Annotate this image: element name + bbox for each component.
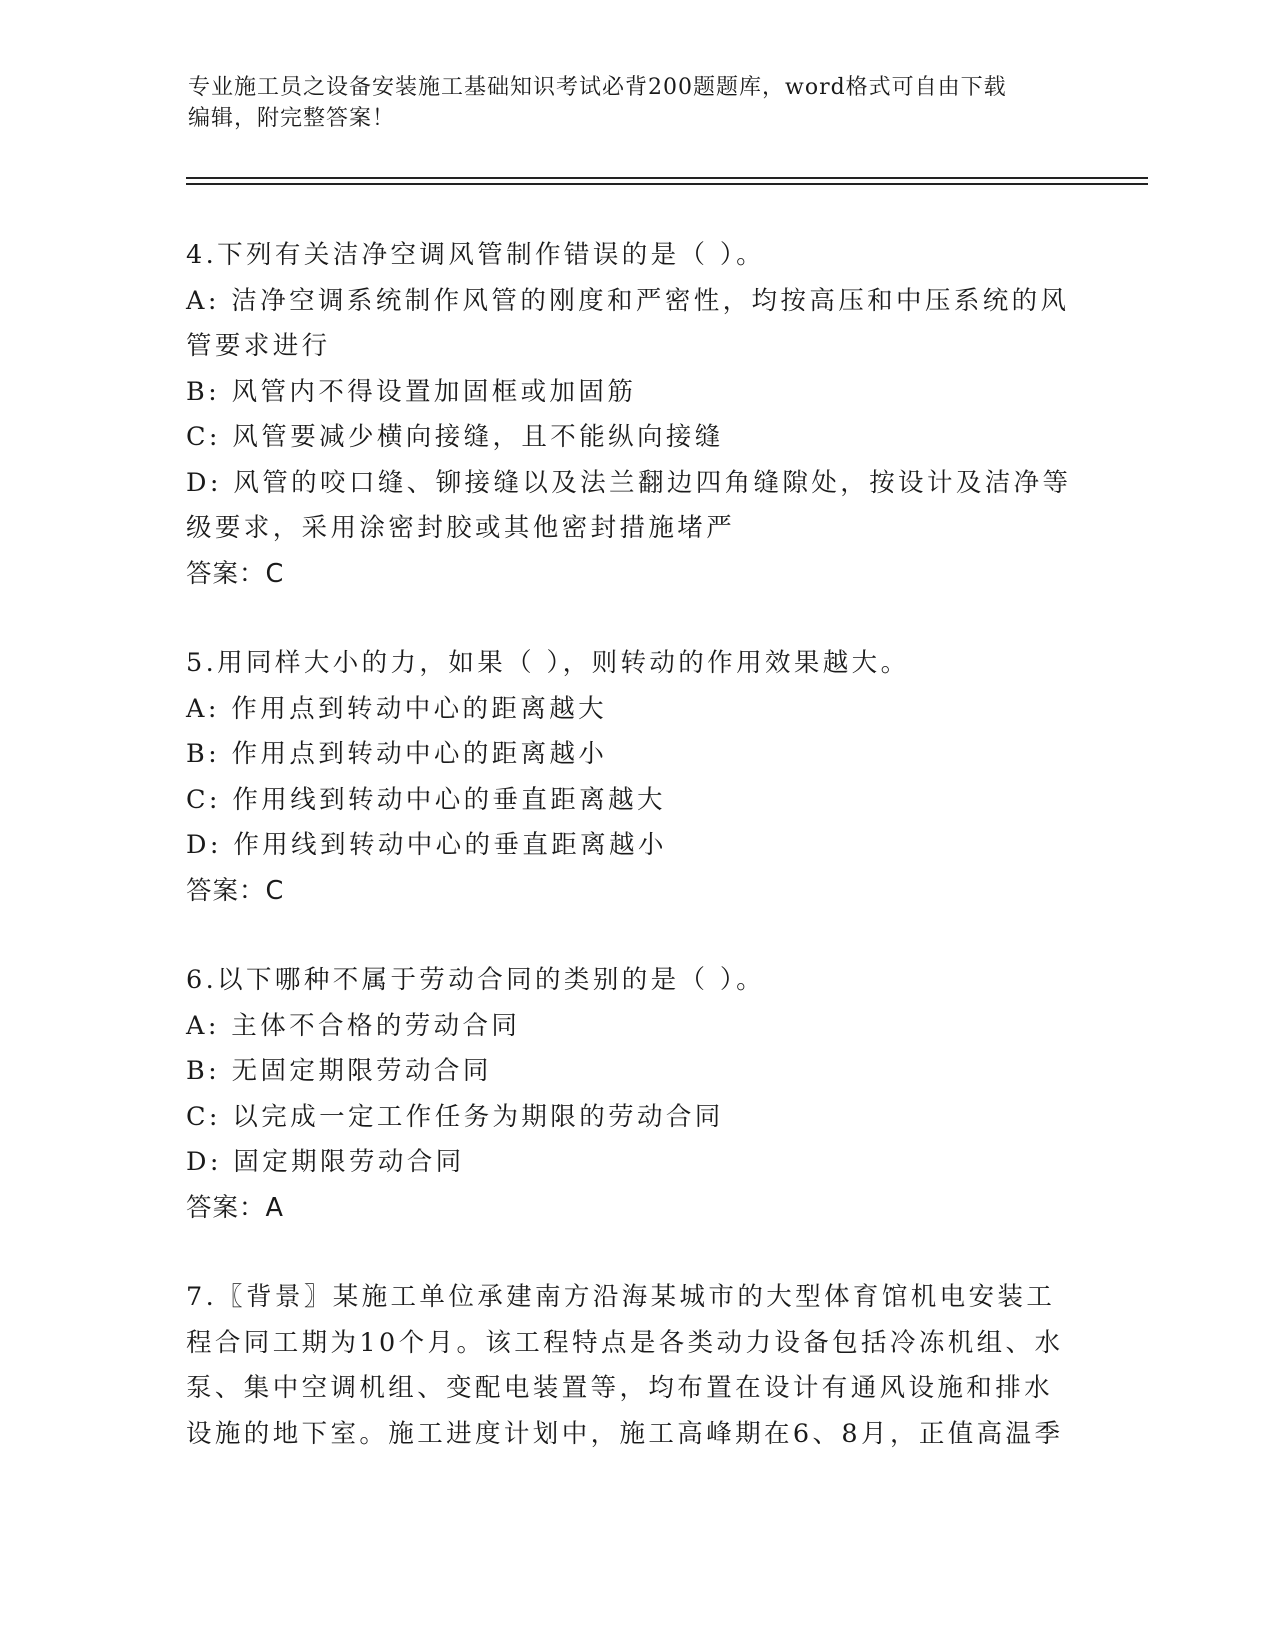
question-spacer (186, 1231, 1086, 1275)
question-stem: 7.〖背景〗某施工单位承建南方沿海某城市的大型体育馆机电安装工 (186, 1282, 1056, 1312)
answer: 答案：C (186, 875, 285, 906)
answer: 答案：C (186, 558, 285, 589)
header-title-line-2: 编辑，附完整答案！ (188, 106, 396, 131)
question-stem-continued: 泵、集中空调机组、变配电装置等，均布置在设计有通风设施和排水 (186, 1373, 1054, 1403)
question-spacer (186, 914, 1086, 958)
question-block-5 (186, 641, 1086, 914)
question-spacer (186, 597, 1086, 641)
question-stem-continued: 程合同工期为10个月。该工程特点是各类动力设备包括冷冻机组、水 (186, 1327, 1064, 1358)
option-d-continued: 级要求，采用涂密封胶或其他密封措施堵严 (186, 513, 736, 543)
option-b: B: 作用点到转动中心的距离越小 (186, 739, 608, 769)
question-stem-continued: 设施的地下室。施工进度计划中，施工高峰期在6、8月，正值高温季 (186, 1418, 1064, 1449)
header-divider-bottom (186, 183, 1148, 185)
question-block-4 (186, 233, 1086, 597)
question-list (186, 233, 1086, 1457)
header-title-line-1: 专业施工员之设备安装施工基础知识考试必背200题题库，word格式可自由下载 (188, 75, 1007, 100)
option-a-continued: 管要求进行 (186, 331, 331, 361)
document-header (188, 72, 1068, 134)
answer: 答案：A (186, 1192, 284, 1223)
option-c: C: 风管要减少横向接缝，且不能纵向接缝 (186, 422, 724, 452)
option-b: B: 风管内不得设置加固框或加固筋 (186, 376, 637, 407)
option-a: A: 主体不合格的劳动合同 (186, 1010, 521, 1041)
option-c: C: 以完成一定工作任务为期限的劳动合同 (186, 1101, 724, 1132)
question-block-7 (186, 1275, 1086, 1457)
question-block-6 (186, 958, 1086, 1231)
question-stem: 5.用同样大小的力，如果（ ），则转动的作用效果越大。 (186, 648, 910, 678)
option-a: A: 作用点到转动中心的距离越大 (186, 693, 608, 724)
option-d: D: 风管的咬口缝、铆接缝以及法兰翻边四角缝隙处，按设计及洁净等 (186, 467, 1072, 498)
option-b: B: 无固定期限劳动合同 (186, 1056, 492, 1086)
option-d: D: 作用线到转动中心的垂直距离越小 (186, 830, 667, 860)
option-c: C: 作用线到转动中心的垂直距离越大 (186, 784, 666, 815)
question-stem: 4.下列有关洁净空调风管制作错误的是（ ）。 (186, 240, 765, 270)
question-stem: 6.以下哪种不属于劳动合同的类别的是（ ）。 (186, 965, 765, 995)
header-divider-top (186, 177, 1148, 179)
option-d: D: 固定期限劳动合同 (186, 1147, 465, 1177)
option-a: A: 洁净空调系统制作风管的刚度和严密性，均按高压和中压系统的风 (186, 285, 1070, 316)
